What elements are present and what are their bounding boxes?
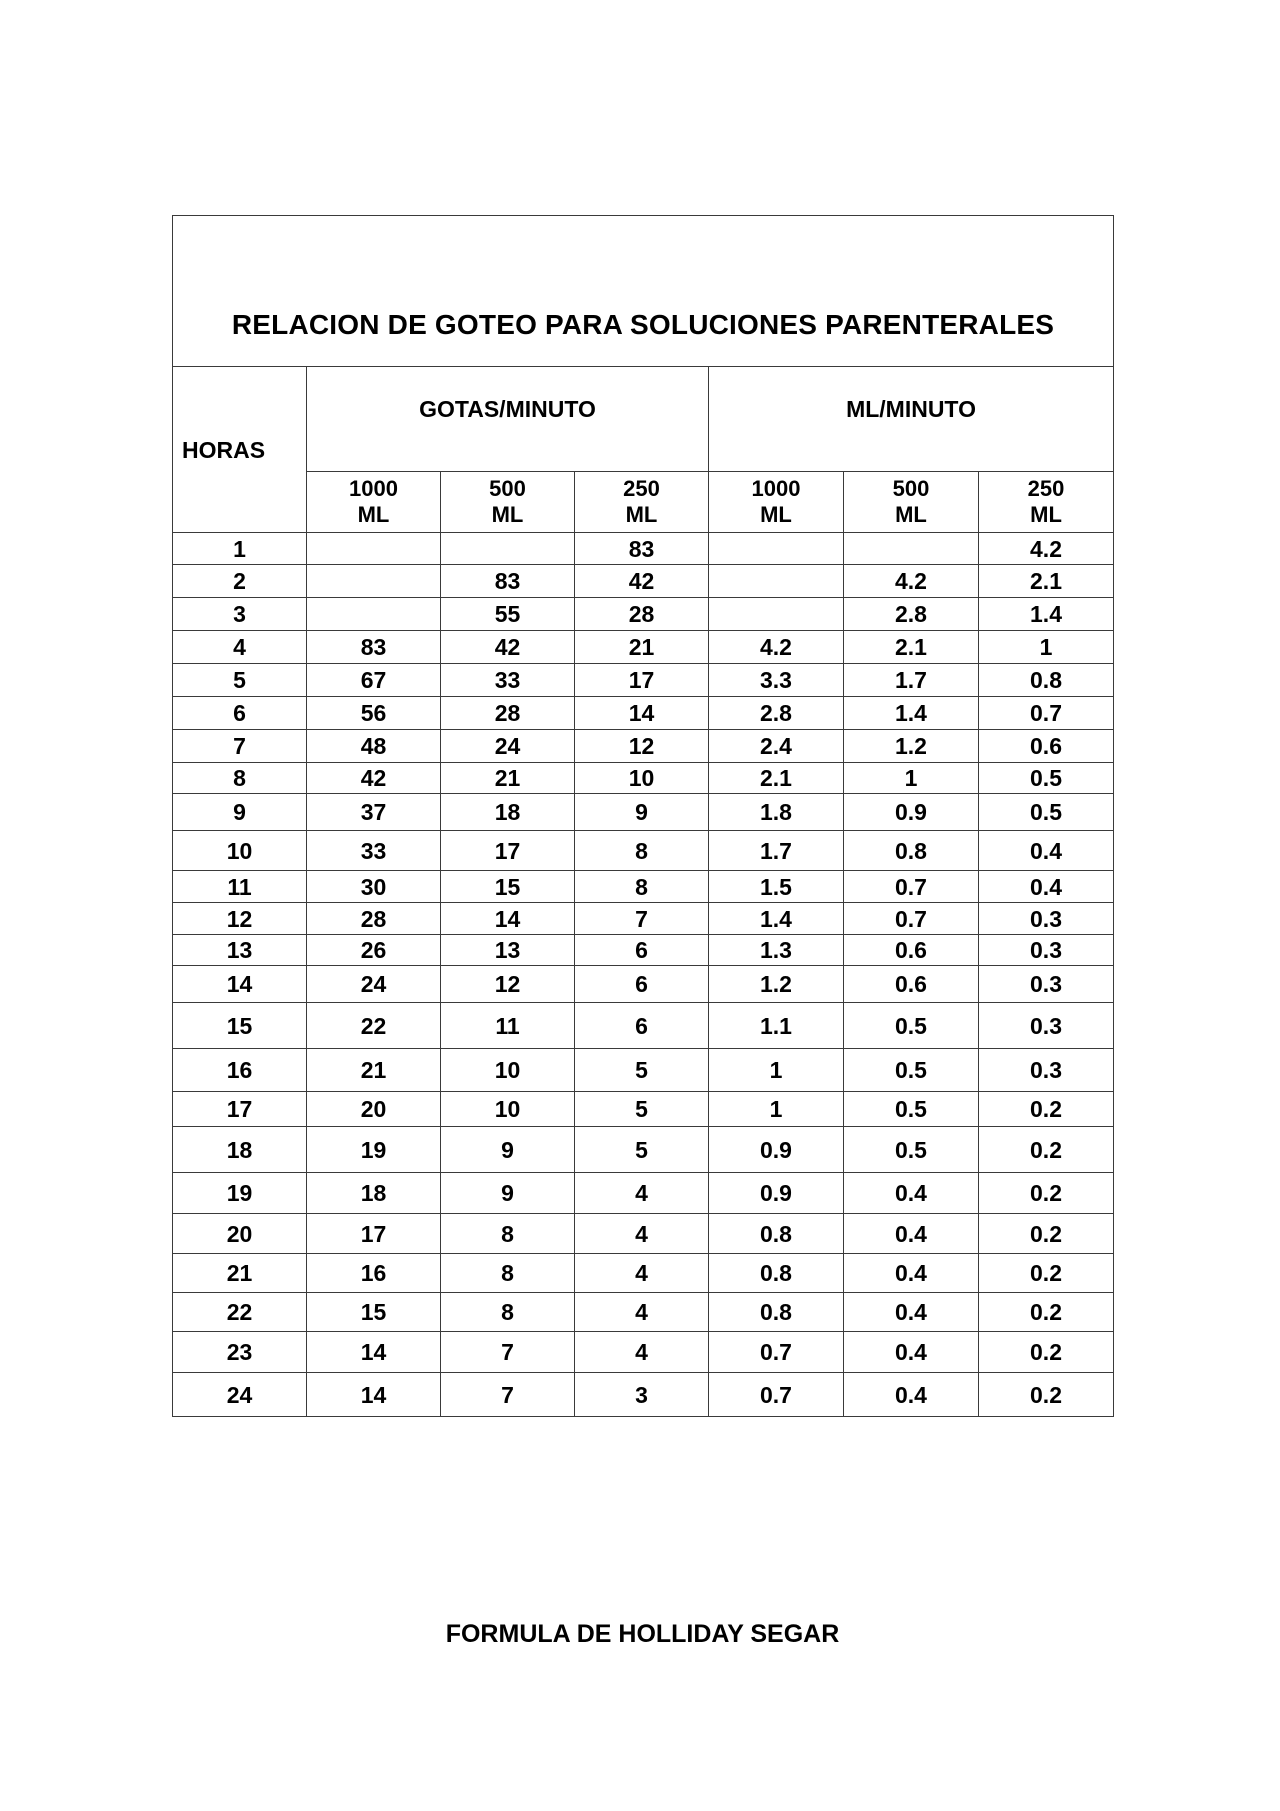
value-cell-m250: 0.3	[979, 1003, 1114, 1049]
title-row	[173, 216, 1114, 367]
value-cell-m1000: 0.9	[709, 1173, 844, 1214]
value-cell-g1000: 20	[307, 1092, 441, 1127]
table-row	[173, 1293, 1114, 1332]
horas-cell: 11	[173, 871, 307, 903]
horas-cell: 22	[173, 1293, 307, 1332]
value-cell-g1000	[307, 598, 441, 631]
value-cell-g1000: 24	[307, 966, 441, 1003]
value-cell-m500: 1	[844, 763, 979, 794]
unit-label: ML	[625, 502, 658, 527]
value-cell-m500: 2.1	[844, 631, 979, 664]
value-cell-g250: 4	[575, 1173, 709, 1214]
value-cell-g1000: 19	[307, 1127, 441, 1173]
value-cell-g1000	[307, 533, 441, 565]
value-cell-g500: 8	[441, 1293, 575, 1332]
value-cell-m1000: 1.2	[709, 966, 844, 1003]
value-cell-g1000: 56	[307, 697, 441, 730]
table-row	[173, 903, 1114, 935]
value-cell-m1000: 2.1	[709, 763, 844, 794]
horas-cell: 6	[173, 697, 307, 730]
value-cell-g1000: 37	[307, 794, 441, 831]
horas-cell: 2	[173, 565, 307, 598]
value-cell-m250: 0.2	[979, 1127, 1114, 1173]
value-cell-m500: 1.7	[844, 664, 979, 697]
value-cell-g1000: 42	[307, 763, 441, 794]
value-cell-g500: 7	[441, 1373, 575, 1417]
value-cell-g500: 12	[441, 966, 575, 1003]
table-row	[173, 533, 1114, 565]
value-cell-g500: 24	[441, 730, 575, 763]
value-cell-g1000: 17	[307, 1214, 441, 1254]
document-sheet	[172, 215, 1113, 1417]
horas-cell: 20	[173, 1214, 307, 1254]
value-cell-m250: 0.2	[979, 1293, 1114, 1332]
unit-volume: 500	[892, 476, 930, 501]
horas-cell: 21	[173, 1254, 307, 1293]
value-cell-m500: 0.7	[844, 871, 979, 903]
value-cell-m1000: 1.3	[709, 935, 844, 966]
value-cell-g1000: 48	[307, 730, 441, 763]
table-row	[173, 831, 1114, 871]
value-cell-m1000: 1	[709, 1092, 844, 1127]
table-row	[173, 697, 1114, 730]
unit-volume: 1000	[751, 476, 801, 501]
unit-label: ML	[357, 502, 390, 527]
value-cell-g1000: 15	[307, 1293, 441, 1332]
value-cell-m250: 0.2	[979, 1214, 1114, 1254]
value-cell-m500: 1.2	[844, 730, 979, 763]
value-cell-m1000: 0.8	[709, 1254, 844, 1293]
table-row	[173, 763, 1114, 794]
group-header-row	[173, 367, 1114, 472]
value-cell-g500: 10	[441, 1049, 575, 1092]
value-cell-m250: 0.3	[979, 903, 1114, 935]
value-cell-g1000: 28	[307, 903, 441, 935]
horas-cell: 17	[173, 1092, 307, 1127]
table-body	[173, 533, 1114, 1417]
table-row	[173, 598, 1114, 631]
value-cell-m250: 0.3	[979, 966, 1114, 1003]
value-cell-m250: 0.2	[979, 1373, 1114, 1417]
value-cell-m1000: 0.7	[709, 1332, 844, 1373]
value-cell-m1000: 1.1	[709, 1003, 844, 1049]
value-cell-m250: 2.1	[979, 565, 1114, 598]
value-cell-m500: 1.4	[844, 697, 979, 730]
table-row	[173, 1003, 1114, 1049]
value-cell-m1000: 1.7	[709, 831, 844, 871]
value-cell-m250: 0.4	[979, 831, 1114, 871]
value-cell-m500: 0.7	[844, 903, 979, 935]
unit-header-row	[173, 472, 1114, 533]
value-cell-m500: 0.6	[844, 935, 979, 966]
value-cell-g250: 4	[575, 1293, 709, 1332]
table-row	[173, 664, 1114, 697]
drip-rate-table	[172, 215, 1114, 1417]
value-cell-m1000: 2.8	[709, 697, 844, 730]
value-cell-m250: 1	[979, 631, 1114, 664]
unit-header-ml-500	[844, 472, 979, 533]
value-cell-g250: 3	[575, 1373, 709, 1417]
ml-minuto-header: ML/MINUTO	[709, 367, 1114, 472]
value-cell-g500: 83	[441, 565, 575, 598]
value-cell-m1000	[709, 598, 844, 631]
value-cell-m1000: 2.4	[709, 730, 844, 763]
value-cell-g250: 9	[575, 794, 709, 831]
value-cell-m250: 0.2	[979, 1254, 1114, 1293]
value-cell-g500: 9	[441, 1127, 575, 1173]
unit-header-ml-250	[979, 472, 1114, 533]
value-cell-m250: 0.4	[979, 871, 1114, 903]
horas-header: HORAS	[173, 367, 307, 533]
value-cell-g1000: 14	[307, 1332, 441, 1373]
horas-cell: 15	[173, 1003, 307, 1049]
value-cell-m500: 0.5	[844, 1127, 979, 1173]
gotas-minuto-header: GOTAS/MINUTO	[307, 367, 709, 472]
value-cell-m1000: 0.7	[709, 1373, 844, 1417]
table-row	[173, 966, 1114, 1003]
value-cell-g250: 10	[575, 763, 709, 794]
value-cell-m500: 4.2	[844, 565, 979, 598]
value-cell-m250: 1.4	[979, 598, 1114, 631]
value-cell-g500: 8	[441, 1214, 575, 1254]
value-cell-g250: 21	[575, 631, 709, 664]
unit-volume: 250	[1027, 476, 1065, 501]
value-cell-g250: 28	[575, 598, 709, 631]
table-row	[173, 1254, 1114, 1293]
value-cell-g250: 17	[575, 664, 709, 697]
horas-cell: 9	[173, 794, 307, 831]
table-row	[173, 1049, 1114, 1092]
value-cell-g500: 8	[441, 1254, 575, 1293]
value-cell-m250: 0.2	[979, 1092, 1114, 1127]
value-cell-g250: 83	[575, 533, 709, 565]
horas-cell: 1	[173, 533, 307, 565]
horas-cell: 23	[173, 1332, 307, 1373]
horas-cell: 14	[173, 966, 307, 1003]
value-cell-m250: 4.2	[979, 533, 1114, 565]
value-cell-g500: 17	[441, 831, 575, 871]
value-cell-g1000: 21	[307, 1049, 441, 1092]
value-cell-g250: 4	[575, 1214, 709, 1254]
value-cell-g1000: 18	[307, 1173, 441, 1214]
value-cell-m500: 0.4	[844, 1332, 979, 1373]
value-cell-g500: 9	[441, 1173, 575, 1214]
value-cell-g500: 7	[441, 1332, 575, 1373]
value-cell-g1000	[307, 565, 441, 598]
value-cell-g250: 8	[575, 871, 709, 903]
value-cell-g500: 55	[441, 598, 575, 631]
value-cell-g500: 10	[441, 1092, 575, 1127]
table-row	[173, 794, 1114, 831]
horas-cell: 7	[173, 730, 307, 763]
value-cell-g250: 12	[575, 730, 709, 763]
value-cell-g250: 6	[575, 1003, 709, 1049]
value-cell-m500: 0.5	[844, 1049, 979, 1092]
unit-volume: 250	[623, 476, 660, 501]
value-cell-m250: 0.7	[979, 697, 1114, 730]
value-cell-m250: 0.2	[979, 1332, 1114, 1373]
unit-label: ML	[760, 502, 792, 527]
value-cell-m500: 0.4	[844, 1373, 979, 1417]
unit-header-ml-1000	[709, 472, 844, 533]
value-cell-g1000: 30	[307, 871, 441, 903]
horas-cell: 13	[173, 935, 307, 966]
value-cell-g250: 6	[575, 935, 709, 966]
value-cell-m500: 2.8	[844, 598, 979, 631]
value-cell-m1000: 1	[709, 1049, 844, 1092]
value-cell-m500: 0.4	[844, 1214, 979, 1254]
unit-header-gotas-500	[441, 472, 575, 533]
value-cell-m500: 0.8	[844, 831, 979, 871]
unit-label: ML	[1030, 502, 1062, 527]
value-cell-g250: 6	[575, 966, 709, 1003]
value-cell-m1000: 3.3	[709, 664, 844, 697]
value-cell-g500: 15	[441, 871, 575, 903]
table-row	[173, 1092, 1114, 1127]
value-cell-m250: 0.5	[979, 794, 1114, 831]
table-row	[173, 1332, 1114, 1373]
horas-cell: 18	[173, 1127, 307, 1173]
value-cell-g250: 14	[575, 697, 709, 730]
value-cell-g1000: 83	[307, 631, 441, 664]
value-cell-m500: 0.4	[844, 1173, 979, 1214]
horas-cell: 3	[173, 598, 307, 631]
value-cell-g250: 5	[575, 1127, 709, 1173]
table-row	[173, 565, 1114, 598]
unit-label: ML	[491, 502, 524, 527]
unit-header-gotas-250	[575, 472, 709, 533]
value-cell-m1000: 0.8	[709, 1214, 844, 1254]
table-row	[173, 631, 1114, 664]
table-row	[173, 1373, 1114, 1417]
unit-volume: 500	[489, 476, 526, 501]
value-cell-g500: 11	[441, 1003, 575, 1049]
value-cell-g1000: 33	[307, 831, 441, 871]
horas-cell: 16	[173, 1049, 307, 1092]
value-cell-m1000	[709, 565, 844, 598]
horas-cell: 10	[173, 831, 307, 871]
value-cell-m250: 0.6	[979, 730, 1114, 763]
value-cell-g250: 5	[575, 1049, 709, 1092]
value-cell-g500: 13	[441, 935, 575, 966]
value-cell-g500: 42	[441, 631, 575, 664]
value-cell-m250: 0.8	[979, 664, 1114, 697]
value-cell-g1000: 22	[307, 1003, 441, 1049]
value-cell-g500	[441, 533, 575, 565]
unit-label: ML	[895, 502, 927, 527]
horas-cell: 12	[173, 903, 307, 935]
value-cell-g500: 33	[441, 664, 575, 697]
value-cell-m250: 0.5	[979, 763, 1114, 794]
value-cell-g1000: 14	[307, 1373, 441, 1417]
value-cell-m1000: 1.5	[709, 871, 844, 903]
value-cell-g250: 7	[575, 903, 709, 935]
table-row	[173, 1127, 1114, 1173]
table-row	[173, 1173, 1114, 1214]
value-cell-m250: 0.2	[979, 1173, 1114, 1214]
footer-formula-title: FORMULA DE HOLLIDAY SEGAR	[445, 1620, 840, 1648]
value-cell-m500: 0.4	[844, 1254, 979, 1293]
value-cell-m1000	[709, 533, 844, 565]
value-cell-g500: 14	[441, 903, 575, 935]
value-cell-m500: 0.4	[844, 1293, 979, 1332]
value-cell-g250: 42	[575, 565, 709, 598]
table-title: RELACION DE GOTEO PARA SOLUCIONES PARENTERALES	[173, 216, 1114, 367]
value-cell-g250: 5	[575, 1092, 709, 1127]
value-cell-m1000: 0.8	[709, 1293, 844, 1332]
value-cell-m1000: 0.9	[709, 1127, 844, 1173]
value-cell-m250: 0.3	[979, 1049, 1114, 1092]
value-cell-m1000: 1.4	[709, 903, 844, 935]
value-cell-g1000: 16	[307, 1254, 441, 1293]
table-row	[173, 1214, 1114, 1254]
value-cell-m1000: 1.8	[709, 794, 844, 831]
unit-volume: 1000	[349, 476, 398, 501]
value-cell-g250: 8	[575, 831, 709, 871]
horas-cell: 4	[173, 631, 307, 664]
horas-cell: 5	[173, 664, 307, 697]
value-cell-m250: 0.3	[979, 935, 1114, 966]
value-cell-m500: 0.9	[844, 794, 979, 831]
value-cell-m500: 0.5	[844, 1092, 979, 1127]
value-cell-g250: 4	[575, 1254, 709, 1293]
value-cell-g500: 21	[441, 763, 575, 794]
horas-cell: 8	[173, 763, 307, 794]
value-cell-m500	[844, 533, 979, 565]
value-cell-m1000: 4.2	[709, 631, 844, 664]
value-cell-g1000: 26	[307, 935, 441, 966]
horas-cell: 19	[173, 1173, 307, 1214]
table-row	[173, 730, 1114, 763]
unit-header-gotas-1000	[307, 472, 441, 533]
table-row	[173, 871, 1114, 903]
value-cell-g1000: 67	[307, 664, 441, 697]
value-cell-m500: 0.5	[844, 1003, 979, 1049]
table-row	[173, 935, 1114, 966]
value-cell-m500: 0.6	[844, 966, 979, 1003]
value-cell-g500: 18	[441, 794, 575, 831]
horas-cell: 24	[173, 1373, 307, 1417]
value-cell-g500: 28	[441, 697, 575, 730]
value-cell-g250: 4	[575, 1332, 709, 1373]
